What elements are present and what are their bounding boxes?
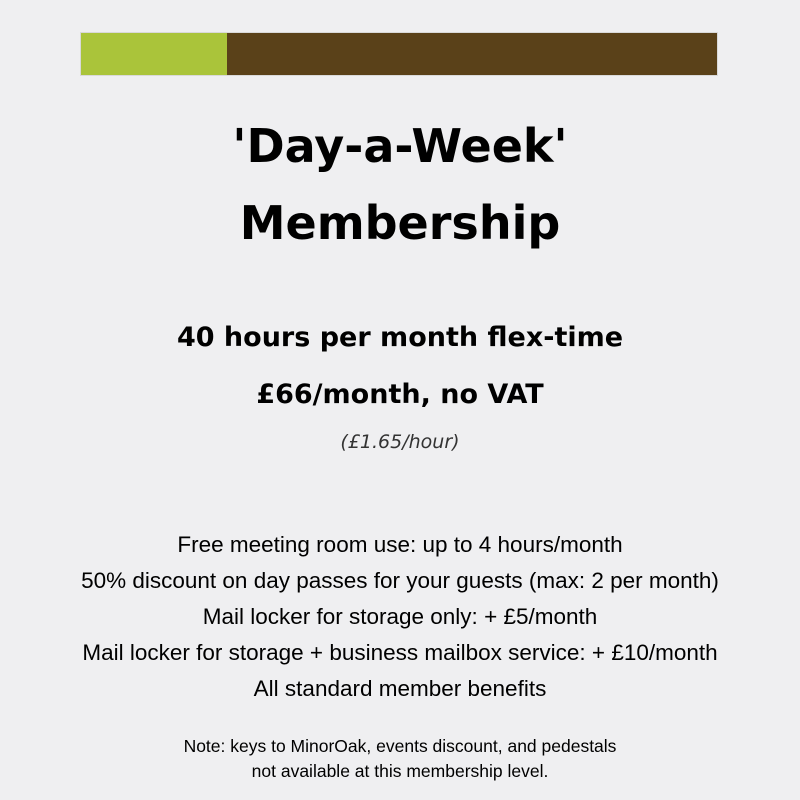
benefit-item: Mail locker for storage only: + £5/month [202, 604, 598, 629]
hours-allowance: 40 hours per month flex-time [176, 322, 624, 353]
benefit-item: 50% discount on day passes for your guests (max: 2 per month) [81, 568, 719, 593]
benefits-list [0, 527, 800, 707]
monthly-price: £66/month, no VAT [256, 379, 544, 410]
title-line-2: Membership [239, 196, 561, 250]
benefit-item: Free meeting room use: up to 4 hours/month [177, 532, 623, 557]
hourly-rate: (£1.65/hour) [340, 431, 460, 453]
benefit-item: Mail locker for storage + business mailbox service: + £10/month [82, 640, 718, 665]
note-line-2: not available at this membership level. [251, 761, 549, 781]
benefit-item: All standard member benefits [253, 676, 547, 701]
note-line-1: Note: keys to MinorOak, events discount, and pedestals [183, 736, 617, 756]
header-progress-fill [81, 33, 227, 75]
title-line-1: 'Day-a-Week' [232, 119, 568, 173]
membership-note [0, 734, 800, 784]
header-progress-bar [80, 32, 718, 76]
